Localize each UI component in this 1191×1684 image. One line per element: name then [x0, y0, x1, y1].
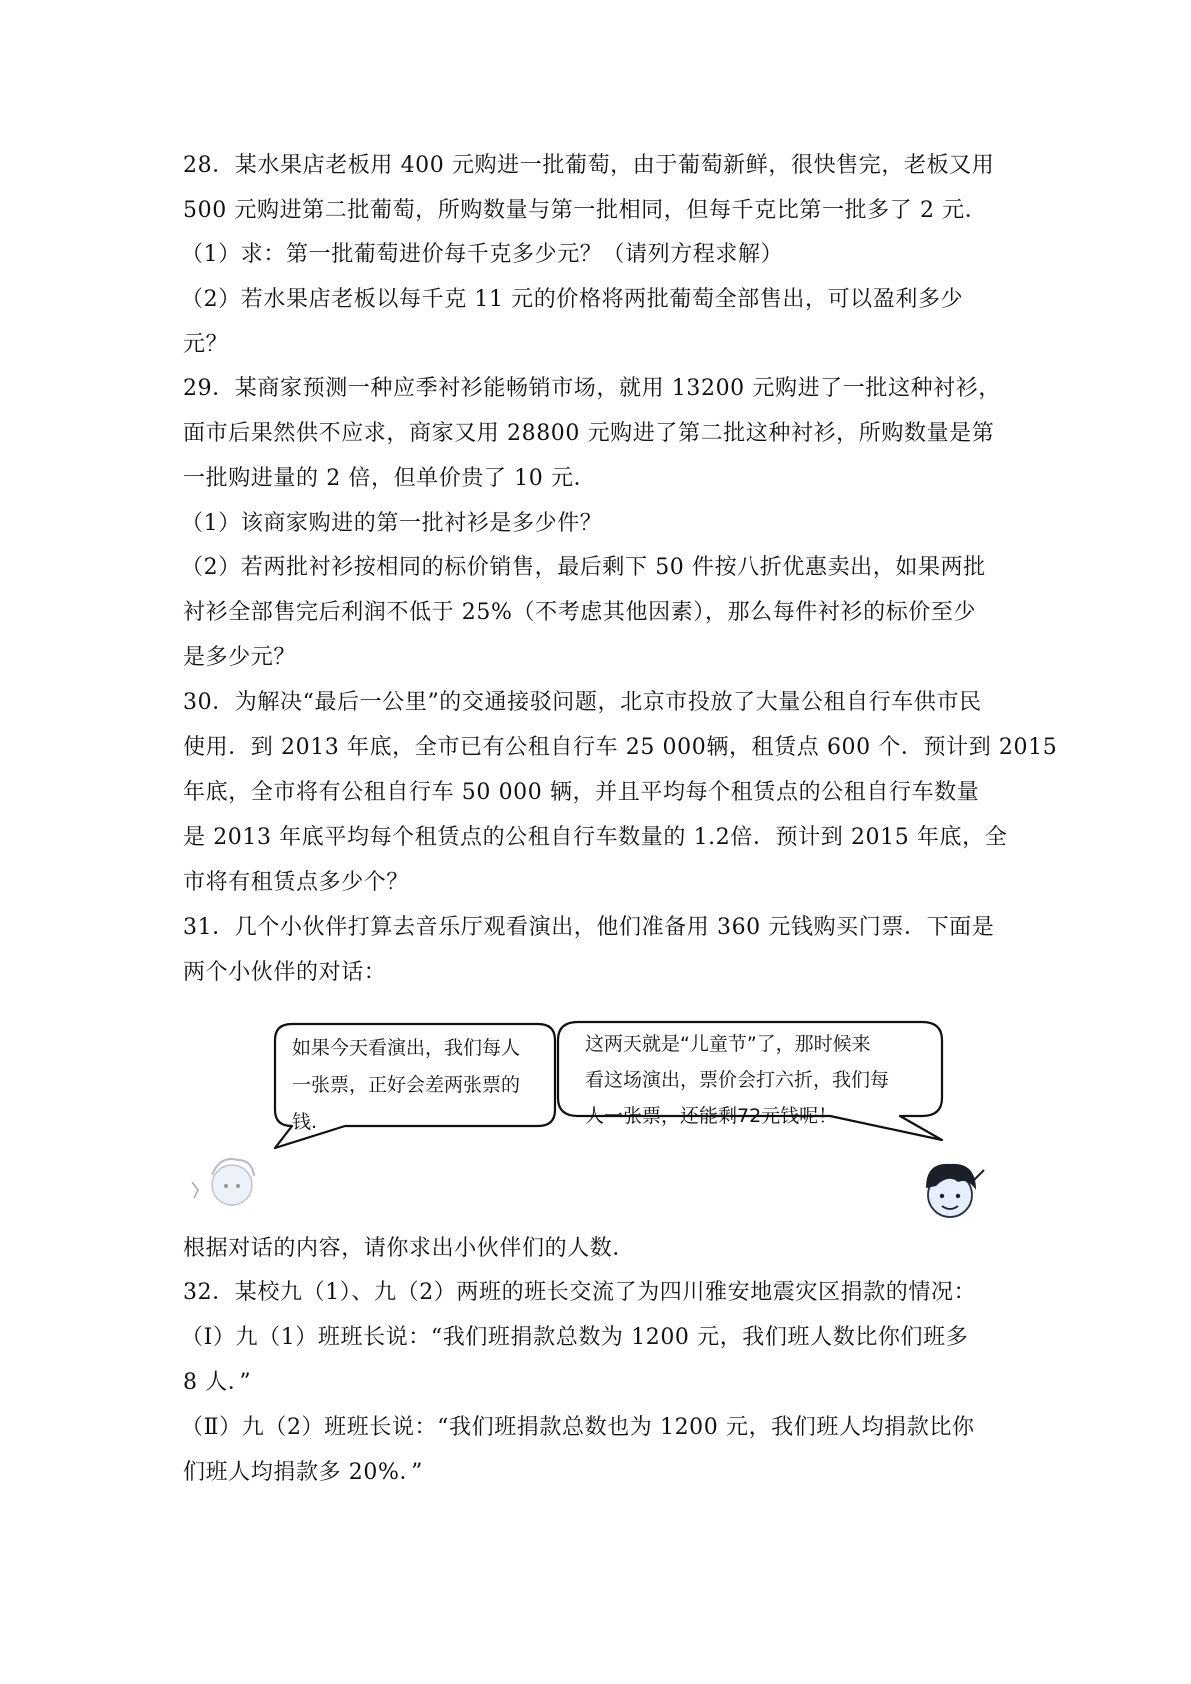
q32-line-1: 32．某校九（1）、九（2）两班的班长交流了为四川雅安地震灾区捐款的情况： — [183, 1280, 977, 1305]
q32-part-1-line-2: 8 人．” — [183, 1370, 252, 1395]
left-bubble-line-1: 如果今天看演出，我们每人 — [292, 1037, 521, 1059]
q28-part-2-line-1: （2）若水果店老板以每千克 11 元的价格将两批葡萄全部售出，可以盈利多少 — [181, 287, 964, 312]
q29-part-2-line-2: 衬衫全部售完后利润不低于 25%（不考虑其他因素），那么每件衬衫的标价至少 — [183, 600, 977, 625]
q30-line-5: 市将有租赁点多少个？ — [183, 870, 410, 895]
q28-part-1: （1）求：第一批葡萄进价每千克多少元？（请列方程求解） — [181, 242, 784, 267]
q31-line-1: 31．几个小伙伴打算去音乐厅观看演出，他们准备用 360 元钱购买门票．下面是 — [183, 915, 995, 940]
q29-line-1: 29．某商家预测一种应季衬衫能畅销市场，就用 13200 元购进了一批这种衬衫， — [183, 376, 1001, 401]
dialogue-illustration — [180, 1010, 1000, 1220]
right-bubble-line-2: 看这场演出，票价会打六折，我们每 — [585, 1069, 890, 1091]
q32-part-1-line-1: （Ⅰ）九（1）班班长说：“我们班捐款总数为 1200 元，我们班人数比你们班多 — [181, 1325, 969, 1350]
q31-question: 根据对话的内容，请你求出小伙伴们的人数． — [183, 1236, 636, 1261]
left-bubble-line-3: 钱. — [292, 1111, 318, 1133]
q29-line-3: 一批购进量的 2 倍，但单价贵了 10 元． — [183, 466, 597, 491]
q30-line-4: 是 2013 年底平均每个租赁点的公租自行车数量的 1.2倍．预计到 2015 年底，全 — [183, 825, 1008, 850]
q29-part-2-line-1: （2）若两批衬衫按相同的标价销售，最后剩下 50 件按八折优惠卖出，如果两批 — [181, 555, 986, 580]
q29-line-2: 面市后果然供不应求，商家又用 28800 元购进了第二批这种衬衫，所购数量是第 — [183, 421, 995, 446]
left-child-icon — [192, 1159, 254, 1205]
q30-line-1: 30．为解决“最后一公里”的交通接驳问题，北京市投放了大量公租自行车供市民 — [183, 690, 982, 715]
q29-part-1: （1）该商家购进的第一批衬衫是多少件？ — [181, 511, 603, 536]
q32-part-2-line-2: 们班人均捐款多 20%．” — [183, 1460, 423, 1485]
q28-line-1: 28．某水果店老板用 400 元购进一批葡萄，由于葡萄新鲜，很快售完，老板又用 — [183, 153, 995, 178]
q32-part-2-line-1: （Ⅱ）九（2）班班长说：“我们班捐款总数也为 1200 元，我们班人均捐款比你 — [181, 1415, 975, 1440]
q29-part-2-line-3: 是多少元？ — [183, 645, 297, 670]
q30-line-2: 使用．到 2013 年底，全市已有公租自行车 25 000辆，租赁点 600 个．预计到 2015 — [183, 735, 1058, 760]
right-bubble-line-3: 人一张票，还能剩72元钱呢！ — [585, 1105, 838, 1127]
right-bubble-line-1: 这两天就是“儿童节”了，那时候来 — [585, 1033, 871, 1055]
right-child-icon — [926, 1164, 984, 1217]
q30-line-3: 年底，全市将有公租自行车 50 000 辆，并且平均每个租赁点的公租自行车数量 — [183, 780, 980, 805]
q31-line-2: 两个小伙伴的对话： — [183, 960, 387, 985]
left-bubble-line-2: 一张票，正好会差两张票的 — [292, 1074, 521, 1096]
q28-part-2-line-2: 元？ — [183, 332, 229, 357]
q28-line-2: 500 元购进第二批葡萄，所购数量与第一批相同，但每千克比第一批多了 2 元． — [183, 198, 988, 223]
